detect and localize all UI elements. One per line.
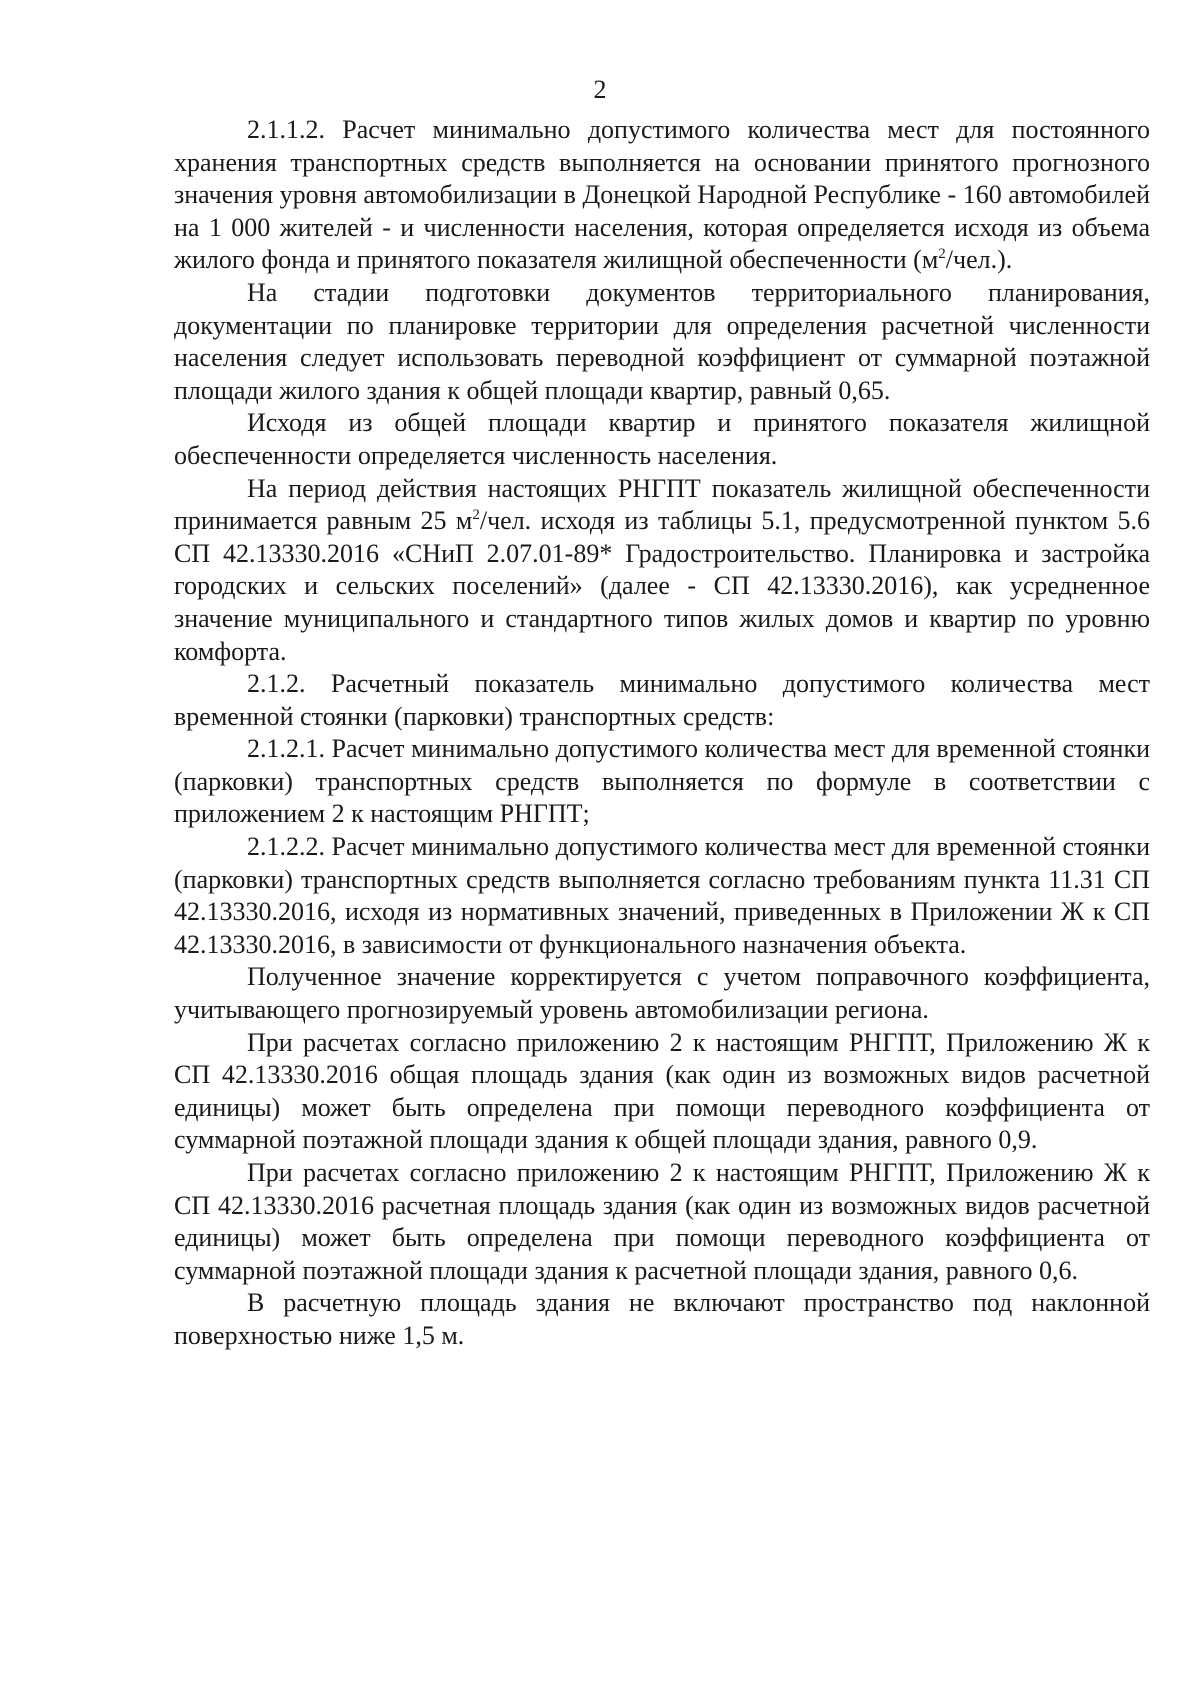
paragraph-text-tail: /чел.). <box>945 245 1013 275</box>
paragraph-planning-stage: На стадии подготовки документов территориального планирования, документации по планировке территории для определения расчетной численности населения следует использовать переводной коэффициент от суммарной поэтажной площади жилого здания к общей площади квартир, равный 0,65. <box>174 277 1150 405</box>
paragraph-2-1-2-1: 2.1.2.1. Расчет минимально допустимого количества мест для временной стоянки (парковки) транспортных средств выполняется по формуле в соответствии с приложением 2 к настоящим РНГПТ; <box>174 734 1150 829</box>
paragraph-text: На период действия настоящих РНГПТ показатель жилищной обеспеченности принимается равным 25 м <box>174 473 1150 536</box>
paragraph-excluded-space: В расчетную площадь здания не включают пространство под наклонной поверхностью ниже 1,5 м. <box>174 1288 1150 1350</box>
paragraph-correction: Полученное значение корректируется с учетом поправочного коэффициента, учитывающего прогнозируемый уровень автомобилизации региона. <box>174 962 1150 1025</box>
paragraph-calculated-area: При расчетах согласно приложению 2 к настоящим РНГПТ, Приложению Ж к СП 42.13330.2016 расчетная площадь здания (как один из возможных видов расчетной единицы) может быть определена при помощи переводного коэффициента от суммарной поэтажной площади здания к расчетной площади здания, равного 0,6. <box>174 1158 1150 1285</box>
paragraph-housing-norm <box>174 473 1150 669</box>
superscript: 2 <box>472 507 480 524</box>
paragraph-2-1-2: 2.1.2. Расчетный показатель минимально допустимого количества мест временной стоянки (парковки) транспортных средств: <box>174 669 1150 731</box>
paragraph-2-1-1-2 <box>174 114 1150 277</box>
paragraph-2-1-2-2: 2.1.2.2. Расчет минимально допустимого количества мест для временной стоянки (парковки) транспортных средств выполняется согласно требованиям пункта 11.31 СП 42.13330.2016, исходя из нормативных значений, приведенных в Приложении Ж к СП 42.13330.2016, в зависимости от функционального назначения объекта. <box>174 832 1150 959</box>
paragraph-text-tail: /чел. исходя из таблицы 5.1, предусмотренной пунктом 5.6 СП 42.13330.2016 «СНиП 2.07.01-89* Градостроительство. Планировка и застройка городских и сельских поселений» (далее - СП 42.13330.2016), как усредненное значение муниципального и стандартного типов жилых домов и квартир по уровню комфорта. <box>174 506 1150 666</box>
superscript: 2 <box>938 246 946 263</box>
paragraph-total-area: При расчетах согласно приложению 2 к настоящим РНГПТ, Приложению Ж к СП 42.13330.2016 общая площадь здания (как один из возможных видов расчетной единицы) может быть определена при помощи переводного коэффициента от суммарной поэтажной площади здания к общей площади здания, равного 0,9. <box>174 1027 1150 1155</box>
document-body <box>174 114 1150 1353</box>
paragraph-population: Исходя из общей площади квартир и принятого показателя жилищной обеспеченности определяется численность населения. <box>174 408 1150 470</box>
paragraph-text: 2.1.1.2. Расчет минимально допустимого количества мест для постоянного хранения транспортных средств выполняется на основании принятого прогнозного значения уровня автомобилизации в Донецкой Народной Республике - 160 автомобилей на 1 000 жителей - и численности населения, которая определяется исходя из объема жилого фонда и принятого показателя жилищной обеспеченности (м <box>174 115 1150 275</box>
page-number: 2 <box>593 75 607 104</box>
